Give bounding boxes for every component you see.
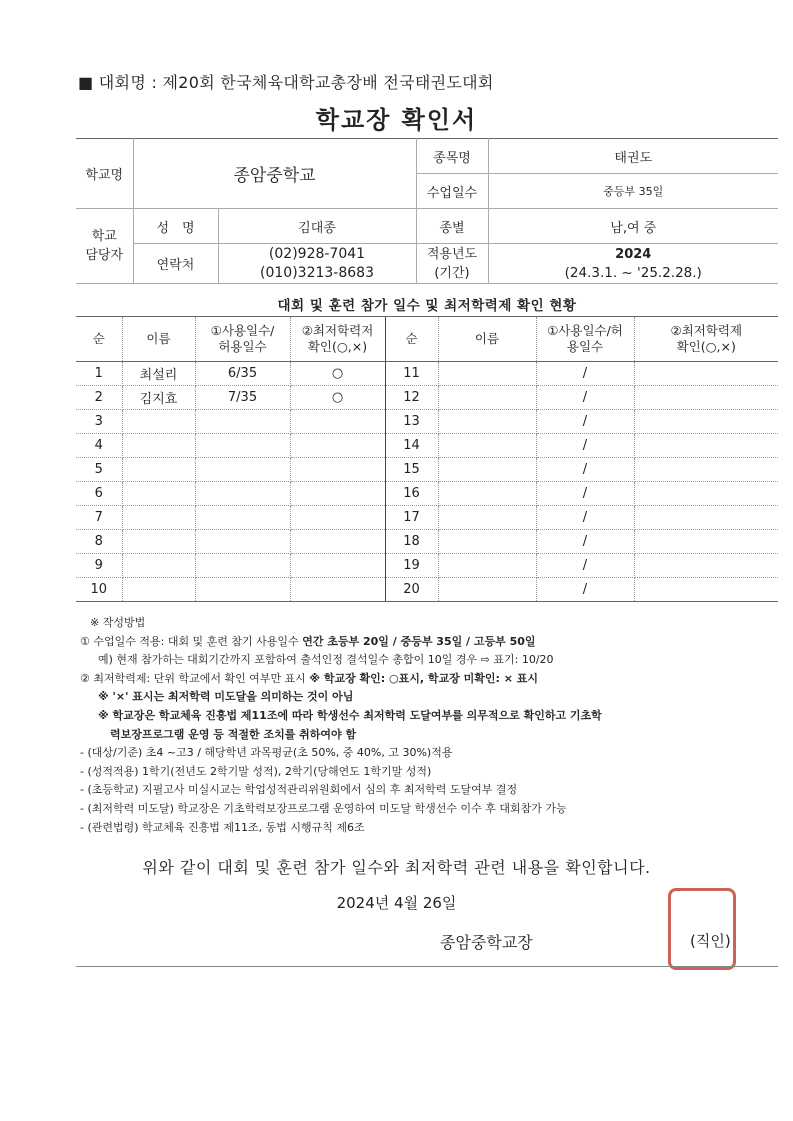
note-4a: ※ 학교장은 학교체육 진흥법 제11조에 따라 학생선수 최저학력 도달여부를 의무적으로 확인하고 기초학 [98, 708, 602, 722]
header-days-r-2: 용일수 [566, 339, 604, 354]
row-acad: ○ [290, 386, 385, 410]
row-days: 7/35 [195, 386, 290, 410]
period-value: (24.3.1. ~ '25.2.28.) [564, 264, 702, 281]
year-label-2: (기간) [434, 265, 470, 281]
row-days [195, 554, 290, 578]
staff-label-2: 담당자 [85, 248, 124, 263]
year-label [416, 244, 488, 284]
table-row [76, 554, 778, 578]
row-name-right [438, 434, 536, 458]
header-no-right: 순 [385, 317, 438, 362]
row-no: 1 [76, 362, 122, 386]
contact-value [218, 244, 416, 284]
official-seal-stamp [668, 888, 736, 970]
table-header-row [76, 317, 778, 362]
row-days: 6/35 [195, 362, 290, 386]
row-days-right: / [536, 482, 634, 506]
row-days-right: / [536, 410, 634, 434]
sport-label: 종목명 [416, 139, 488, 174]
table-row [76, 482, 778, 506]
phone-1: (02)928-7041 [268, 245, 366, 262]
row-no: 5 [76, 458, 122, 482]
row-days [195, 434, 290, 458]
row-name [122, 530, 195, 554]
principal-name: 종암중학교장 [440, 933, 533, 952]
note-8: - (최저학력 미도달) 학교장은 기초학력보장프로그램 운영하여 미도달 학생선수 이수 후 대회참가 가능 [80, 801, 567, 815]
school-label: 학교명 [76, 139, 133, 209]
row-acad-right [634, 458, 778, 482]
row-no-right: 12 [385, 386, 438, 410]
row-days-right: / [536, 554, 634, 578]
row-no: 6 [76, 482, 122, 506]
row-no-right: 20 [385, 578, 438, 602]
days-value: 중등부 35일 [488, 174, 778, 209]
bottom-divider [76, 966, 778, 967]
row-no: 9 [76, 554, 122, 578]
row-days [195, 506, 290, 530]
row-no: 4 [76, 434, 122, 458]
section-title: 대회 및 훈련 참가 일수 및 최저학력제 확인 현황 [277, 298, 577, 314]
header-name: 이름 [122, 317, 195, 362]
note-4b: 력보장프로그램 운영 등 적절한 조치를 취하여야 함 [110, 727, 357, 741]
row-acad [290, 434, 385, 458]
header-acad-r-2: 확인(○,×) [676, 339, 736, 354]
row-days-right: / [536, 578, 634, 602]
header-days [195, 317, 290, 362]
row-name [122, 482, 195, 506]
row-no: 7 [76, 506, 122, 530]
school-value: 종암중학교 [133, 139, 416, 209]
row-acad [290, 410, 385, 434]
table-row [76, 458, 778, 482]
confirmation-text: 위와 같이 대회 및 훈련 참가 일수와 최저학력 관련 내용을 확인합니다. [142, 858, 651, 877]
note-heading: ※ 작성방법 [90, 616, 146, 629]
row-no: 2 [76, 386, 122, 410]
row-name [122, 554, 195, 578]
row-no-right: 19 [385, 554, 438, 578]
note-2 [80, 670, 780, 689]
header-acad [290, 317, 385, 362]
row-acad-right [634, 554, 778, 578]
row-name-right [438, 506, 536, 530]
note-3: ※ '×' 표시는 최저학력 미도달을 의미하는 것이 아님 [98, 690, 354, 704]
contact-label: 연락처 [133, 244, 218, 284]
row-days-right: / [536, 458, 634, 482]
name-value: 김대종 [218, 209, 416, 244]
row-days-right: / [536, 434, 634, 458]
row-acad-right [634, 386, 778, 410]
row-acad [290, 578, 385, 602]
row-days-right: / [536, 386, 634, 410]
document-title: 학교장 확인서 [315, 106, 478, 134]
row-name-right [438, 410, 536, 434]
row-acad-right [634, 410, 778, 434]
header-name-right: 이름 [438, 317, 536, 362]
seal-label: (직인) [690, 932, 731, 950]
days-label: 수업일수 [416, 174, 488, 209]
row-acad-right [634, 530, 778, 554]
row-name [122, 578, 195, 602]
row-name [122, 506, 195, 530]
row-acad [290, 554, 385, 578]
name-label: 성 명 [133, 209, 218, 244]
type-label: 종별 [416, 209, 488, 244]
row-name [122, 458, 195, 482]
row-name-right [438, 362, 536, 386]
header-no: 순 [76, 317, 122, 362]
row-days [195, 410, 290, 434]
row-no-right: 13 [385, 410, 438, 434]
row-acad-right [634, 362, 778, 386]
row-days-right: / [536, 362, 634, 386]
staff-label [76, 209, 133, 284]
row-days-right: / [536, 530, 634, 554]
header-days-r-1: ①사용일수/허 [547, 323, 623, 338]
row-acad [290, 530, 385, 554]
phone-2: (010)3213-8683 [260, 264, 374, 281]
note-2b: ※ 학교장 확인: ○표시, 학교장 미확인: × 표시 [309, 671, 538, 685]
row-no-right: 17 [385, 506, 438, 530]
note-5: - (대상/기준) 초4 ~고3 / 해당학년 과목평균(초 50%, 중 40%, 고 30%)적용 [80, 746, 453, 760]
year-value-cell [488, 244, 778, 284]
event-name: ■ 대회명 : 제20회 한국체육대학교총장배 전국태권도대회 [78, 73, 494, 92]
row-days [195, 482, 290, 506]
issue-date: 2024년 4월 26일 [336, 894, 457, 912]
year-value: 2024 [615, 246, 652, 262]
note-7: - (초등학교) 지필고사 미실시교는 학업성적관리위원회에서 심의 후 최저학력 도달여부 결정 [80, 783, 518, 797]
note-1a: ① 수업일수 적용: 대회 및 훈련 참기 사용일수 [80, 634, 303, 648]
row-days-right: / [536, 506, 634, 530]
note-6: - (성적적용) 1학기(전년도 2학기말 성적), 2학기(당해연도 1학기말 성적) [80, 764, 432, 778]
row-acad [290, 458, 385, 482]
row-no-right: 11 [385, 362, 438, 386]
participation-table [76, 316, 778, 602]
row-name-right [438, 458, 536, 482]
row-days [195, 530, 290, 554]
row-name: 최설리 [122, 362, 195, 386]
row-name [122, 434, 195, 458]
table-row [76, 386, 778, 410]
header-days-right [536, 317, 634, 362]
row-name [122, 410, 195, 434]
info-table [76, 138, 778, 284]
year-label-1: 적용년도 [426, 246, 478, 262]
row-name-right [438, 482, 536, 506]
row-acad-right [634, 434, 778, 458]
row-name-right [438, 554, 536, 578]
note-9: - (관련법령) 학교체육 진흥법 제11조, 동법 시행규칙 제6조 [80, 820, 365, 834]
header-acad-r-1: ②최저학력제 [670, 323, 743, 338]
header-days-1: ①사용일수/ [210, 323, 275, 338]
row-no: 8 [76, 530, 122, 554]
table-row [76, 362, 778, 386]
header-acad-1: ②최저학력저 [301, 323, 374, 338]
note-1 [80, 633, 780, 652]
table-row [76, 410, 778, 434]
row-no: 3 [76, 410, 122, 434]
row-name-right [438, 386, 536, 410]
row-acad: ○ [290, 362, 385, 386]
row-name-right [438, 530, 536, 554]
row-name-right [438, 578, 536, 602]
table-row [76, 506, 778, 530]
note-1b: 연간 초등부 20일 / 중등부 35일 / 고등부 50일 [302, 634, 536, 648]
note-1c: 예) 현재 참가하는 대회기간까지 포함하여 출석인정 결석일수 총합이 10일 경우 ⇨ 표기: 10/20 [98, 653, 554, 667]
row-no-right: 18 [385, 530, 438, 554]
row-name: 김지효 [122, 386, 195, 410]
type-value: 남,여 중 [488, 209, 778, 244]
row-acad-right [634, 482, 778, 506]
row-acad [290, 506, 385, 530]
row-acad-right [634, 578, 778, 602]
row-no-right: 15 [385, 458, 438, 482]
note-2a: ② 최저학력제: 단위 학교에서 확인 여부만 표시 [80, 671, 310, 685]
header-days-2: 허용일수 [218, 339, 267, 354]
staff-label-1: 학교 [91, 229, 117, 244]
row-no: 10 [76, 578, 122, 602]
table-row [76, 578, 778, 602]
row-acad-right [634, 506, 778, 530]
row-days [195, 578, 290, 602]
header-acad-right [634, 317, 778, 362]
row-no-right: 14 [385, 434, 438, 458]
header-acad-2: 확인(○,×) [307, 339, 368, 354]
row-acad [290, 482, 385, 506]
instructions [80, 614, 780, 837]
sport-value: 태권도 [488, 139, 778, 174]
table-row [76, 530, 778, 554]
row-days [195, 458, 290, 482]
row-no-right: 16 [385, 482, 438, 506]
table-row [76, 434, 778, 458]
